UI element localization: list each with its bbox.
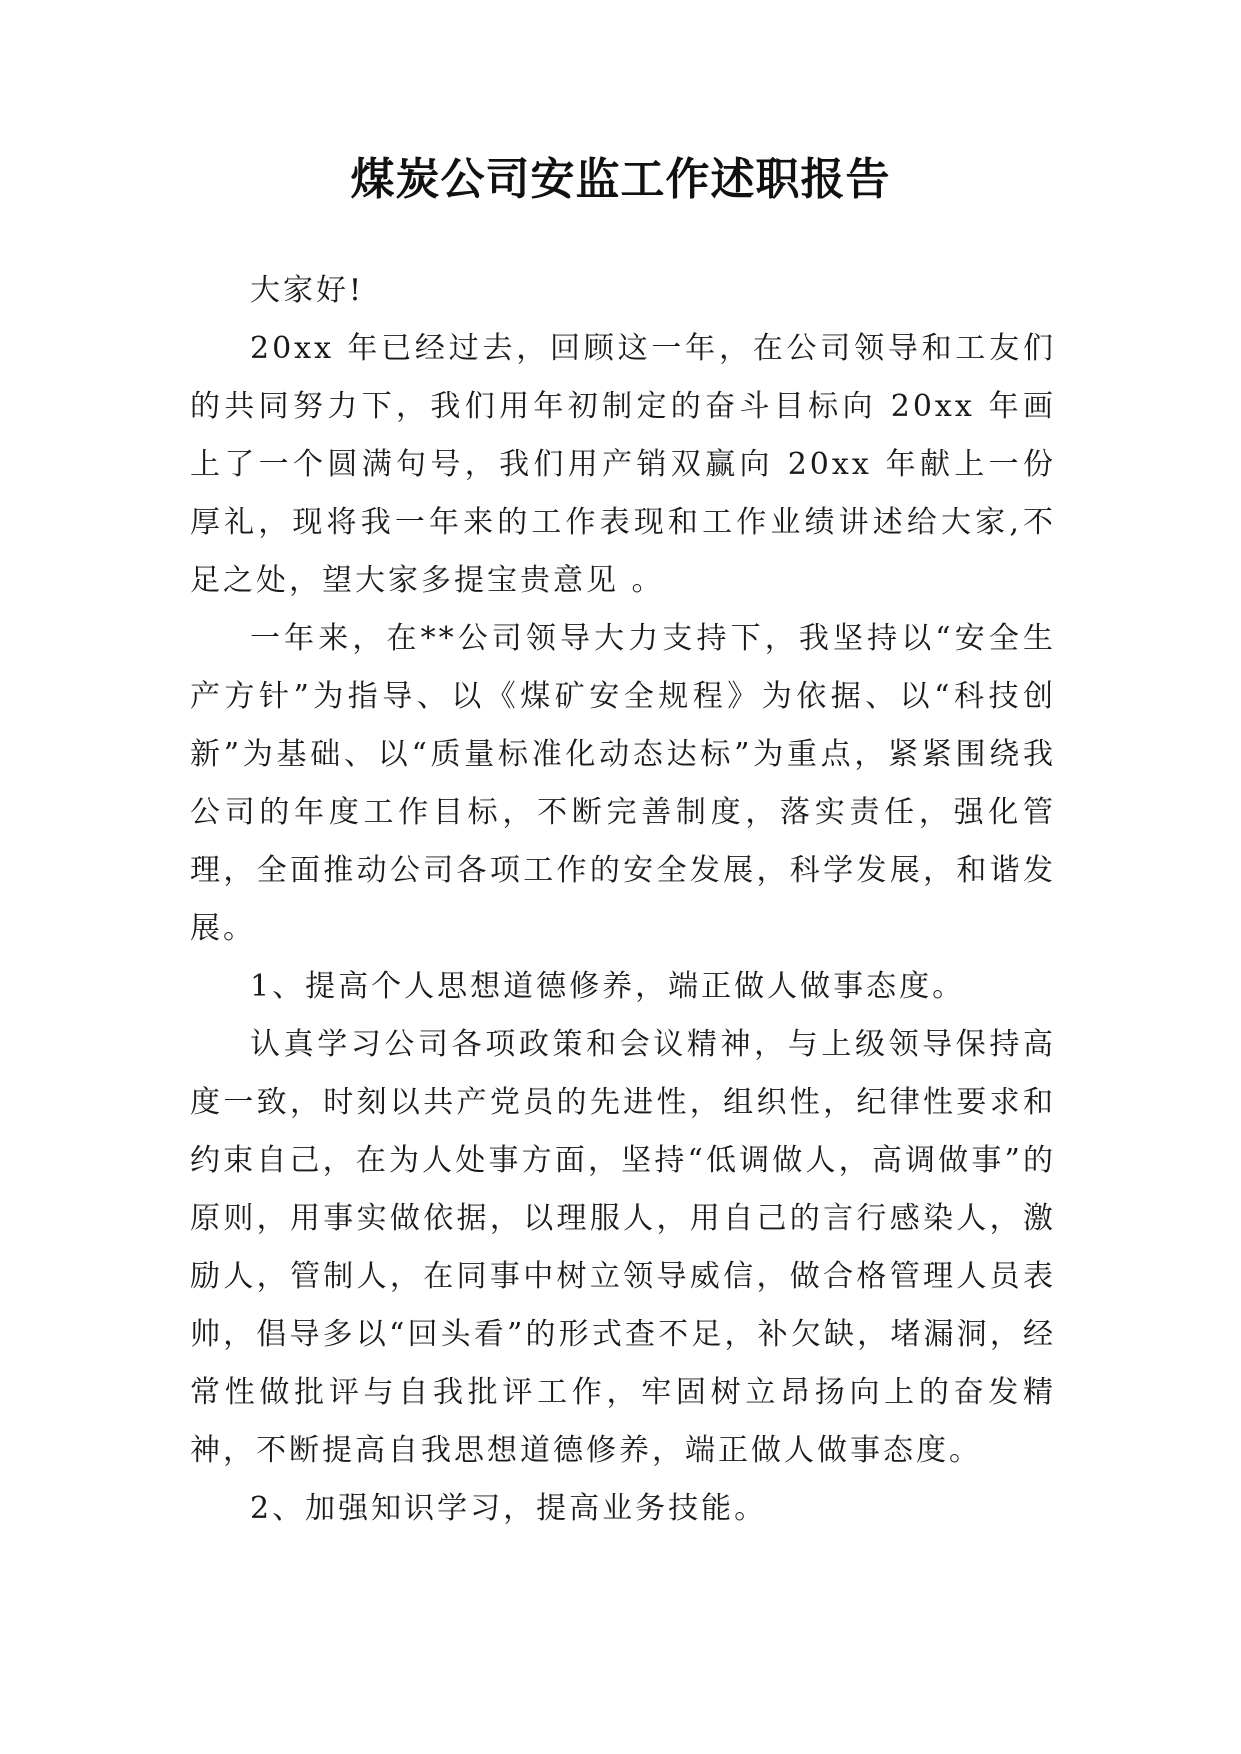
paragraph-overview: 一年来，在**公司领导大力支持下，我坚持以“安全生产方针”为指导、以《煤矿安全规程》为依据、以“科技创新”为基础、以“质量标准化动态达标”为重点，紧紧围绕我公司的年度工作目标，不断完善制度，落实责任，强化管理，全面推动公司各项工作的安全发展，科学发展，和谐发展。 — [190, 621, 1056, 946]
document-title: 煤炭公司安监工作述职报告 — [350, 154, 891, 205]
paragraph-section-1: 认真学习公司各项政策和会议精神，与上级领导保持高度一致，时刻以共产党员的先进性，组织性，纪律性要求和约束自己，在为人处事方面，坚持“低调做人，高调做事”的原则，用事实做依据，以理服人，用自己的言行感染人，激励人，管制人，在同事中树立领导威信，做合格管理人员表帅，倡导多以“回头看”的形式查不足，补欠缺，堵漏洞，经常性做批评与自我批评工作，牢固树立昂扬向上的奋发精神，不断提高自我思想道德修养，端正做人做事态度。 — [190, 1027, 1056, 1468]
section-heading-1: 1、提高个人思想道德修养，端正做人做事态度。 — [250, 969, 966, 1004]
paragraph-greeting: 大家好! — [250, 273, 365, 308]
section-heading-2: 2、加强知识学习，提高业务技能。 — [250, 1491, 768, 1526]
paragraph-intro: 20xx 年已经过去，回顾这一年，在公司领导和工友们的共同努力下，我们用年初制定的奋斗目标向 20xx 年画上了一个圆满句号，我们用产销双赢向 20xx 年献上一份厚礼，现将我一年来的工作表现和工作业绩讲述给大家,不足之处，望大家多提宝贵意见 。 — [190, 331, 1056, 598]
document-body — [190, 262, 1056, 1538]
